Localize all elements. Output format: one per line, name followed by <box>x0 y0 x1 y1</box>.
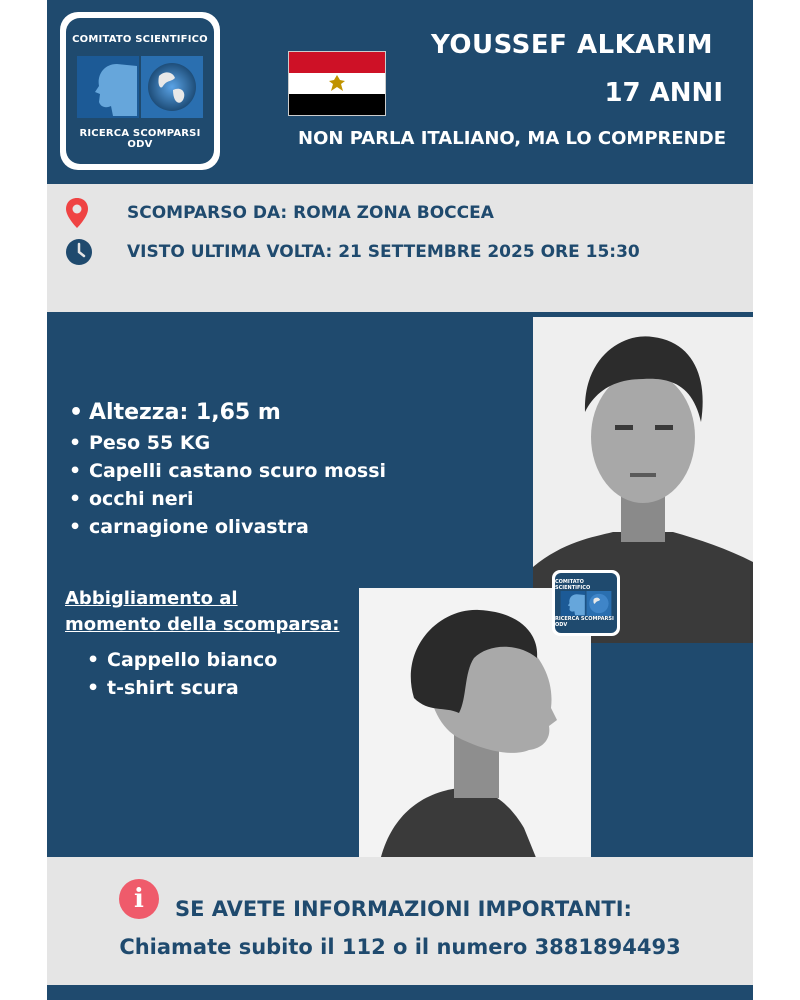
detail-height: • Altezza: 1,65 m <box>67 397 386 429</box>
location-row <box>65 198 494 228</box>
clock-icon <box>65 238 93 266</box>
organization-logo <box>60 12 220 170</box>
disappearance-info-band <box>47 184 753 312</box>
poster-header <box>47 0 753 184</box>
detail-hair: • Capelli castano scuro mossi <box>67 457 386 485</box>
clothing-item: • t-shirt scura <box>85 674 277 702</box>
contact-heading: SE AVETE INFORMAZIONI IMPORTANTI: <box>175 897 632 921</box>
location-pin-icon <box>65 198 89 228</box>
logo-face-globe-icon <box>77 56 203 118</box>
watermark-logo <box>552 570 620 636</box>
clothing-title: Abbigliamento al momento della scomparsa: <box>65 588 340 635</box>
last-seen-row <box>65 238 640 266</box>
clothing-list <box>85 646 277 702</box>
last-seen-text: VISTO ULTIMA VOLTA: 21 SETTEMBRE 2025 ORE 15:30 <box>127 242 640 262</box>
contact-phone-line: Chiamate subito il 112 o il numero 3881894493 <box>119 935 681 959</box>
detail-weight: • Peso 55 KG <box>67 429 386 457</box>
footer-bar <box>47 985 753 1000</box>
description-section <box>47 312 753 857</box>
info-icon: i <box>119 879 159 919</box>
contact-band <box>47 857 753 985</box>
clothing-item: • Cappello bianco <box>85 646 277 674</box>
watermark-logo-icon <box>560 591 612 616</box>
watermark-logo-top-text: COMITATO SCIENTIFICO <box>555 579 591 591</box>
detail-eyes: • occhi neri <box>67 485 386 513</box>
language-note: NON PARLA ITALIANO, MA LO COMPRENDE <box>298 128 726 149</box>
physical-details-list <box>67 397 386 541</box>
logo-top-text: COMITATO SCIENTIFICO <box>72 34 208 45</box>
watermark-logo-bottom-text: RICERCA SCOMPARSI ODV <box>555 616 614 628</box>
missing-person-name: YOUSSEF ALKARIM <box>431 30 713 60</box>
missing-person-poster <box>47 0 753 1000</box>
logo-bottom-text: RICERCA SCOMPARSI ODV <box>79 128 201 150</box>
egypt-flag-icon <box>288 51 386 116</box>
location-text: SCOMPARSO DA: ROMA ZONA BOCCEA <box>127 203 494 223</box>
detail-complexion: • carnagione olivastra <box>67 513 386 541</box>
missing-person-age: 17 ANNI <box>604 78 723 108</box>
